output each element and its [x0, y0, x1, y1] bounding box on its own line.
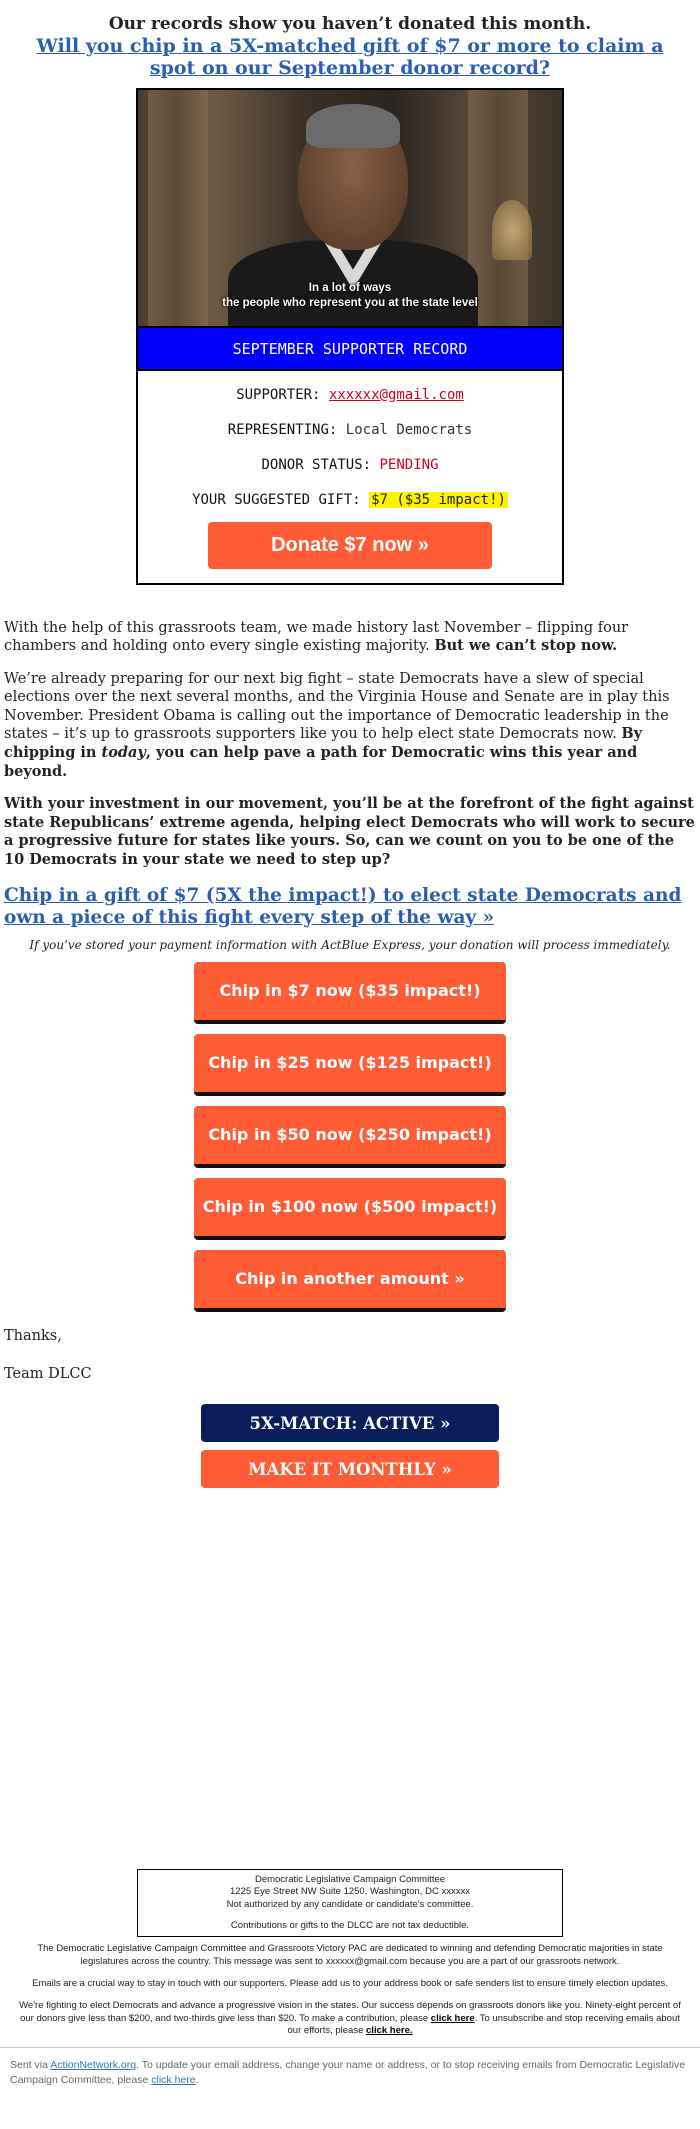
tax-note: Contributions or gifts to the DLCC are not tax deductible. — [230, 1920, 470, 1932]
intro-line: Our records show you haven’t donated this month. — [108, 14, 592, 34]
actionnetwork-link[interactable]: ActionNetwork.org — [50, 2059, 137, 2072]
status-label: DONOR STATUS: — [261, 456, 372, 473]
paragraph-next-fight-italic: today — [101, 743, 146, 761]
sent-via-text: Sent via — [10, 2059, 48, 2072]
match-active-button[interactable]: 5X-MATCH: ACTIVE » — [201, 1404, 499, 1442]
representing-label: REPRESENTING: — [227, 421, 338, 438]
footer — [0, 1869, 700, 2087]
actblue-express-note: If you’ve stored your payment information with ActBlue Express, your donation will process immediately. — [29, 937, 671, 952]
donors-note-text-a: We're fighting to elect Democrats and advance a progressive vision in the states. Our success depends on grassroots donors like you. Ninety-eight percent of our donors give less than $200, and two-thirds give less than $20. To make a contribution, please — [19, 2000, 681, 2024]
gift-value: $7 ($35 impact!) — [371, 491, 506, 508]
headline-link[interactable]: Will you chip in a 5X-matched gift of $7 or more to claim a spot on our September donor record? — [36, 35, 664, 79]
status-badge: PENDING — [379, 456, 439, 473]
chip-100-button[interactable]: Chip in $100 now ($500 impact!) — [194, 1178, 506, 1240]
chip-7-button[interactable]: Chip in $7 now ($35 impact!) — [194, 962, 506, 1024]
supporter-row — [138, 387, 562, 403]
chip-button-list — [0, 962, 700, 1312]
paragraph-next-fight-bold-a: By chipping in — [4, 725, 643, 761]
supporter-label: SUPPORTER: — [236, 386, 321, 403]
mission-note: The Democratic Legislative Campaign Committee and Grassroots Victory PAC are dedicated to winning and defending Democratic majorities in state legislatures across the country. This message was sent to xxxxxx@gmail.com because you are a part of our grassroots network. — [37, 1943, 663, 1967]
paragraph-next-fight-text: We’re already preparing for our next big fight – state Democrats have a slew of special elections over the next several months, and the Virginia House and Senate are in play this November. President Obama is calling out the importance of Democratic leadership in the states – it’s up to grassroots supporters like you to help elect state Democrats now. — [4, 670, 670, 743]
speaker-hair — [306, 104, 400, 148]
signoff — [4, 1328, 696, 1382]
donors-note — [12, 2000, 688, 2037]
representing-row — [138, 422, 562, 438]
paragraph-next-fight-bold-b: , you can help pave a path for Democratic wins this year and beyond. — [4, 743, 638, 780]
supporter-record-box — [136, 88, 564, 585]
status-row — [138, 457, 562, 473]
contribute-click-here-link[interactable]: click here — [430, 2012, 475, 2024]
sent-via-text-b: . To update your email address, change your name or address, or to stop receiving emails from Democratic Legislative Campaign Committee, please — [10, 2059, 686, 2086]
make-monthly-button[interactable]: MAKE IT MONTHLY » — [201, 1450, 499, 1488]
email-body — [0, 14, 700, 2086]
chip-in-link[interactable]: Chip in a gift of $7 (5X the impact!) to elect state Democrats and own a piece of this fight every step of the way » — [4, 885, 682, 928]
emails-note: Emails are a crucial way to stay in touch with our supporters. Please add us to your address book or safe senders list to ensure timely election updates. — [32, 1978, 668, 1990]
update-click-here-link[interactable]: click here — [151, 2073, 196, 2086]
record-title: SEPTEMBER SUPPORTER RECORD — [138, 326, 562, 371]
chip-other-amount-button[interactable]: Chip in another amount » — [194, 1250, 506, 1312]
paragraph-history-bold: But we can’t stop now. — [434, 637, 618, 655]
gift-row — [138, 492, 562, 508]
video-caption — [138, 281, 562, 312]
lamp-decor — [492, 200, 532, 260]
sent-via-bar — [0, 2047, 700, 2086]
caption-line-1: In a lot of ways — [308, 281, 392, 294]
video-thumbnail[interactable] — [138, 90, 562, 326]
donate-button[interactable]: Donate $7 now » — [208, 522, 492, 569]
chip-50-button[interactable]: Chip in $50 now ($250 impact!) — [194, 1106, 506, 1168]
signoff-thanks: Thanks, — [4, 1327, 62, 1344]
org-address: 1225 Eye Street NW Suite 1250, Washington, DC xxxxxx — [230, 1886, 470, 1898]
donors-note-text-b: . To unsubscribe and stop receiving emails about our efforts, please — [287, 2012, 680, 2037]
record-details — [138, 371, 562, 583]
unsubscribe-click-here-link[interactable]: click here. — [366, 2025, 413, 2037]
signoff-team: Team DLCC — [4, 1365, 92, 1382]
gift-label: YOUR SUGGESTED GIFT: — [192, 491, 361, 508]
authorization-note: Not authorized by any candidate or candidate's committee. — [226, 1898, 474, 1910]
chip-25-button[interactable]: Chip in $25 now ($125 impact!) — [194, 1034, 506, 1096]
caption-line-2: the people who represent you at the state level — [222, 297, 478, 310]
paragraph-history — [4, 619, 696, 656]
supporter-email-link[interactable]: xxxxxx@gmail.com — [328, 386, 464, 403]
representing-value: Local Democrats — [345, 421, 473, 438]
sent-via-end: . — [195, 2073, 199, 2086]
org-name: Democratic Legislative Campaign Committee — [254, 1874, 446, 1885]
paragraph-history-text: With the help of this grassroots team, we made history last November – flipping four chambers and holding onto every single existing majority. — [4, 619, 629, 655]
paragraph-investment: With your investment in our movement, you’ll be at the forefront of the fight against state Republicans’ extreme agenda, helping elect Democrats who will work to secure a progressive future for states like yours. So, can we count on you to be one of the 10 Democrats in your state we need to step up? — [4, 795, 695, 868]
paragraph-next-fight — [4, 670, 696, 781]
address-box — [137, 1869, 563, 1937]
